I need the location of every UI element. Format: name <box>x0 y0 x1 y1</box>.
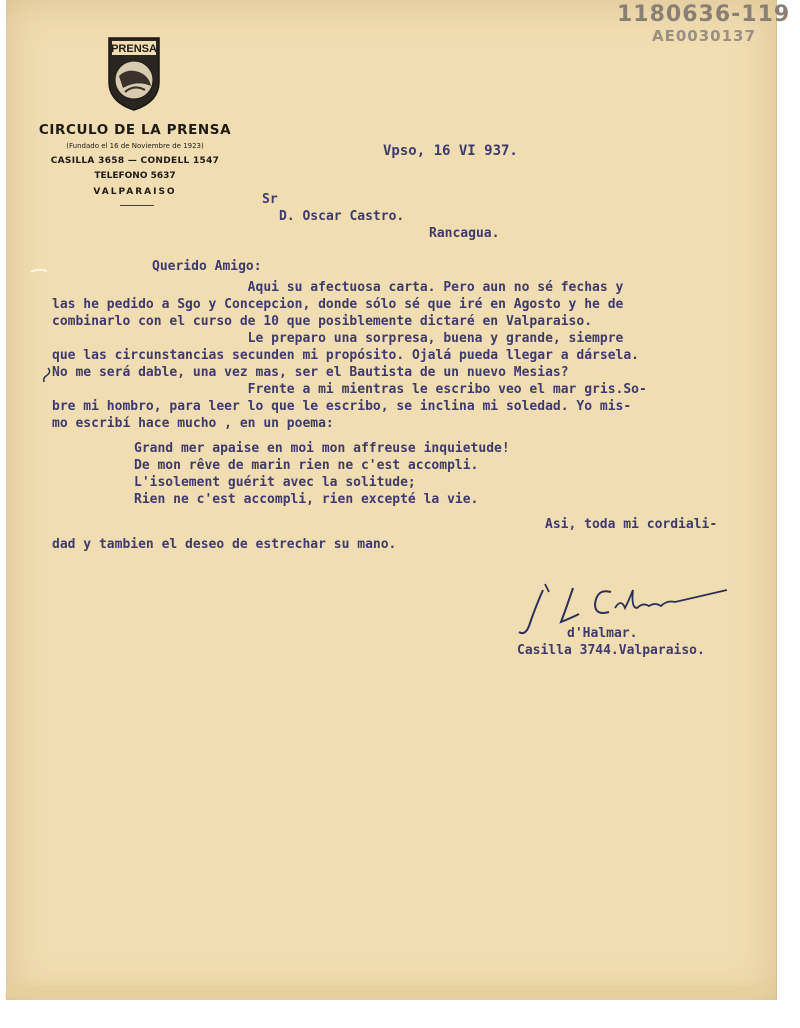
letterhead-rule <box>120 205 154 206</box>
letterhead-founded: (Fundado el 16 de Noviembre de 1923) <box>66 142 204 150</box>
letter-closing-line-1: Asi, toda mi cordiali- <box>545 517 718 532</box>
logo-text: PRENSA <box>111 43 157 55</box>
archive-code-primary: 1180636-119 <box>617 2 791 27</box>
letterhead-address: CASILLA 3658 — CONDELL 1547 <box>50 156 220 166</box>
archive-code-secondary: AE0030137 <box>652 27 756 45</box>
letter-recipient: D. Oscar Castro. <box>279 209 405 224</box>
handwritten-question-mark-icon <box>40 366 54 384</box>
letter-salutation: Querido Amigo: <box>152 259 262 274</box>
letter-title: Sr <box>262 192 278 207</box>
signer-name: d'Halmar. <box>567 626 638 641</box>
letter-date: Vpso, 16 VI 937. <box>383 143 518 159</box>
letter-recipient-city: Rancagua. <box>429 226 500 241</box>
letter-body: Aqui su afectuosa carta. Pero aun no sé fechas y las he pedido a Sgo y Concepcion, donde sólo sé que iré en Agosto y he de combinarlo con el curso de 10 que posiblemente dictaré en Valparaiso. Le preparo una sorpresa, buena y grande, siempre que las circunstancias secunden mi propósito. Ojalá pueda llegar a dársela. No me será dable, una vez mas, ser el Bautista de un nuevo Mesias? Frente a mi mientras le escribo veo el mar gris.So- bre mi hombro, para leer lo que le escribo, se inclina mi soledad. Yo mis- mo escribí hace mucho , en un poema: <box>52 280 647 431</box>
letterhead-name: CIRCULO DE LA PRENSA <box>38 122 232 138</box>
paper-fold-edge <box>5 985 767 997</box>
letter-poem: Grand mer apaise en moi mon affreuse inquietude! De mon rêve de marin rien ne c'est accompli. L'isolement guérit avec la solitude; Rien ne c'est accompli, rien excepté la vie. <box>134 441 510 507</box>
letterhead-city: VALPARAISO <box>93 187 177 197</box>
prensa-shield-logo-icon <box>107 36 161 112</box>
paper-scratch-mark-icon <box>30 268 48 274</box>
letter-closing-line-2: dad y tambien el deseo de estrechar su mano. <box>52 537 397 552</box>
signer-address: Casilla 3744.Valparaiso. <box>517 643 705 658</box>
letterhead-phone: TELEFONO 5637 <box>94 171 176 181</box>
